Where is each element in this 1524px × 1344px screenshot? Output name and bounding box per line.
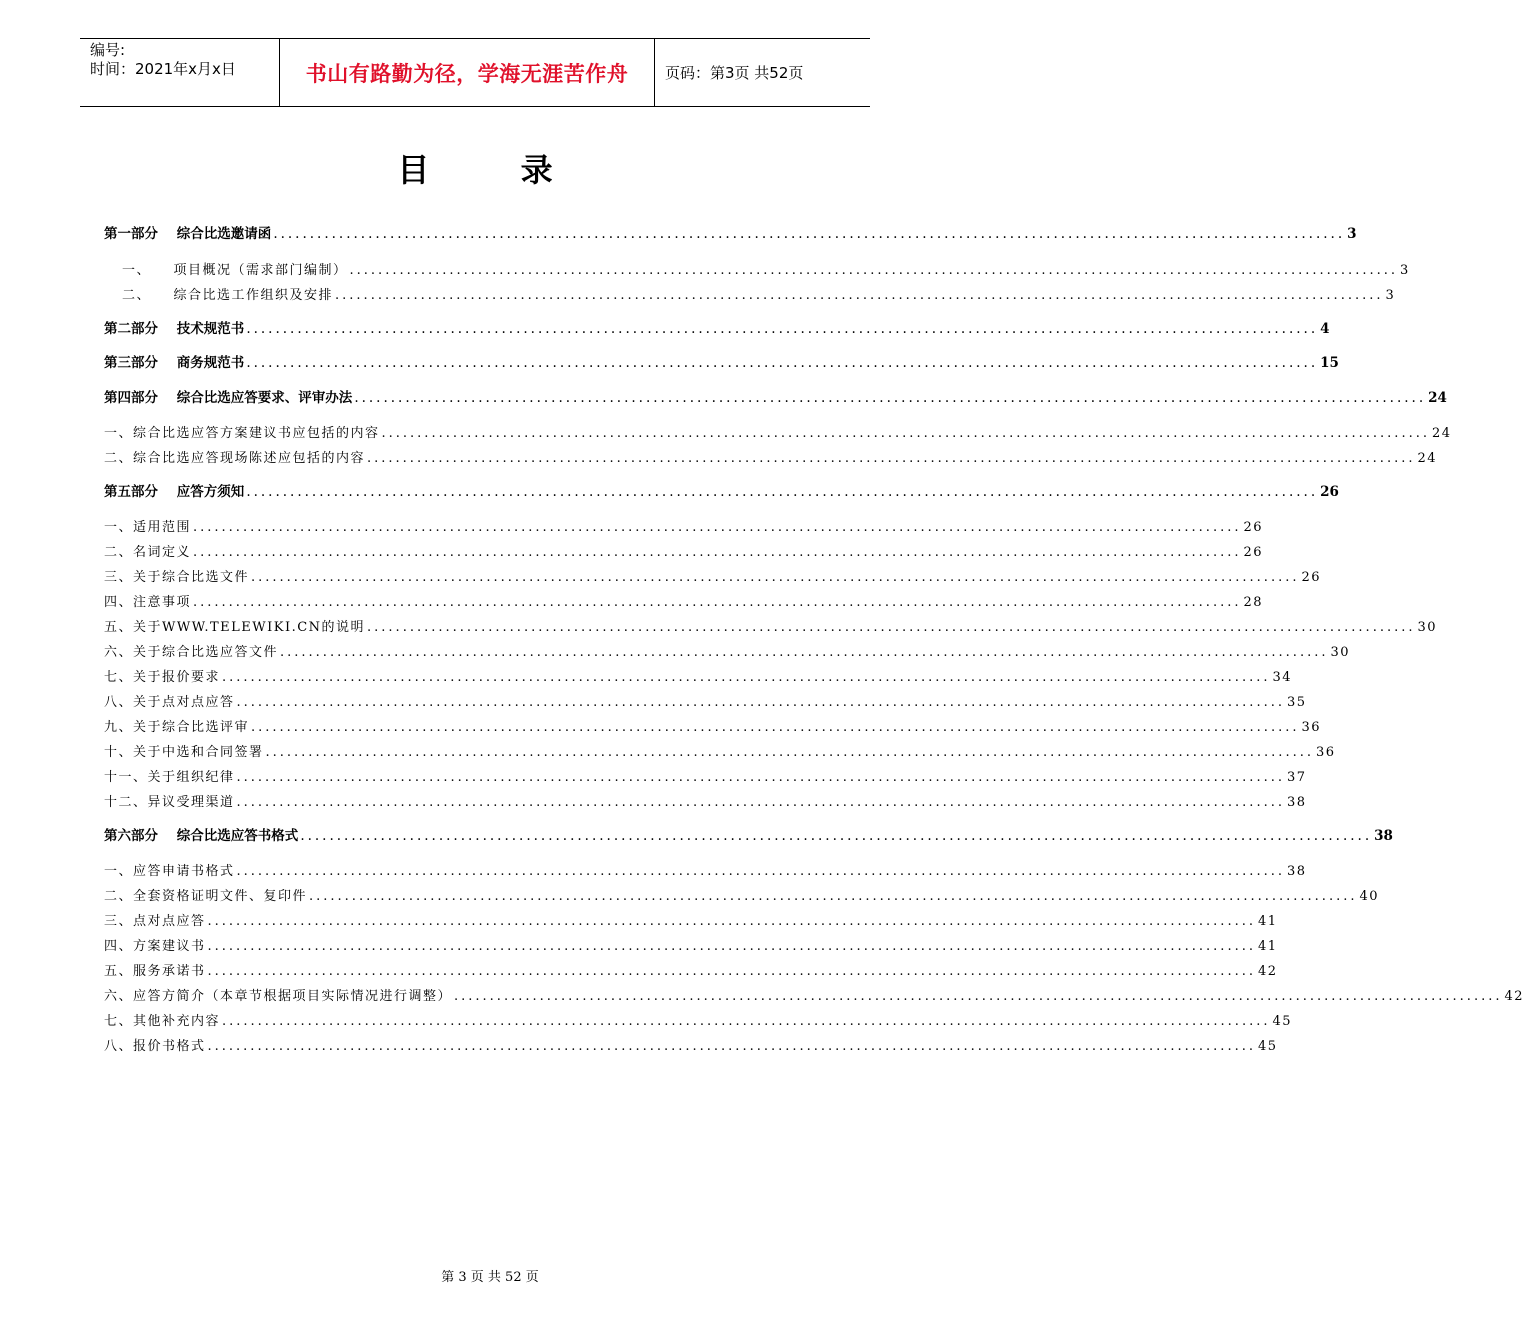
toc-entry[interactable]: 十二、异议受理渠道 ................................................................................................................................................... 38 [104, 795, 1307, 810]
toc-entry[interactable]: 三、点对点应答 ................................................................................................................................................... 41 [104, 914, 1278, 929]
toc-entry[interactable]: 二、全套资格证明文件、复印件 ................................................................................................................................................... 40 [104, 889, 1380, 904]
toc-entry[interactable]: 六、应答方简介（本章节根据项目实际情况进行调整） ................................................................................................................................................... 42 [104, 989, 1524, 1004]
toc-entry[interactable]: 三、关于综合比选文件 ................................................................................................................................................... 26 [104, 570, 1322, 585]
page-title: 目 录 [397, 151, 593, 189]
toc-entry[interactable]: 七、关于报价要求 ................................................................................................................................................... 34 [104, 670, 1293, 685]
header-motto-cell [280, 39, 655, 106]
toc-entry[interactable]: 第五部分 应答方须知 ................................................................................................................................................... 26 [104, 484, 1339, 500]
toc-entry[interactable]: 二、综合比选应答现场陈述应包括的内容 ................................................................................................................................................... 24 [104, 451, 1438, 466]
toc-entry[interactable]: 第三部分 商务规范书 ................................................................................................................................................... 15 [104, 355, 1339, 371]
toc-entry[interactable]: 十、关于中选和合同签署 ................................................................................................................................................... 36 [104, 745, 1336, 760]
toc-entry[interactable]: 四、方案建议书 ................................................................................................................................................... 41 [104, 939, 1278, 954]
toc-entry[interactable]: 五、关于WWW.TELEWIKI.CN的说明 ................................................................................................................................................... 30 [104, 620, 1438, 635]
header-page-cell [655, 39, 870, 106]
toc-entry[interactable]: 一、适用范围 ................................................................................................................................................... 26 [104, 520, 1264, 535]
header-table [80, 38, 870, 107]
toc-entry[interactable]: 六、关于综合比选应答文件 ................................................................................................................................................... 30 [104, 645, 1351, 660]
toc-entry[interactable]: 四、注意事项 ................................................................................................................................................... 28 [104, 595, 1264, 610]
page-info: 页码：第3页 共52页 [665, 64, 804, 82]
toc-entry[interactable]: 二、 综合比选工作组织及安排 ................................................................................................................................................... 3 [122, 288, 1396, 303]
toc-entry[interactable]: 第二部分 技术规范书 ................................................................................................................................................... 4 [104, 321, 1330, 337]
motto-text: 书山有路勤为径，学海无涯苦作舟 [305, 61, 629, 86]
header-left-cell [80, 39, 280, 106]
toc-entry[interactable]: 二、名词定义 ................................................................................................................................................... 26 [104, 545, 1264, 560]
toc-entry[interactable]: 八、报价书格式 ................................................................................................................................................... 45 [104, 1039, 1278, 1054]
toc-entry[interactable]: 九、关于综合比选评审 ................................................................................................................................................... 36 [104, 720, 1322, 735]
page-footer: 第 3 页 共 52 页 [441, 1270, 539, 1285]
toc-entry[interactable]: 七、其他补充内容 ................................................................................................................................................... 45 [104, 1014, 1293, 1029]
time-label: 时间：2021年x月x日 [90, 60, 236, 78]
toc-entry[interactable]: 第一部分 综合比选邀请函 ................................................................................................................................................... 3 [104, 226, 1357, 242]
toc-entry[interactable]: 八、关于点对点应答 ................................................................................................................................................... 35 [104, 695, 1307, 710]
toc-entry[interactable]: 第四部分 综合比选应答要求、评审办法 ................................................................................................................................................... 24 [104, 390, 1447, 406]
toc-entry[interactable]: 一、 项目概况（需求部门编制） ................................................................................................................................................... 3 [122, 263, 1410, 278]
toc-entry[interactable]: 一、综合比选应答方案建议书应包括的内容 ................................................................................................................................................... 24 [104, 426, 1452, 441]
toc-entry[interactable]: 五、服务承诺书 ................................................................................................................................................... 42 [104, 964, 1278, 979]
number-label: 编号: [90, 41, 126, 59]
toc-entry[interactable]: 一、应答申请书格式 ................................................................................................................................................... 38 [104, 864, 1307, 879]
toc-entry[interactable]: 第六部分 综合比选应答书格式 ................................................................................................................................................... 38 [104, 828, 1393, 844]
toc-entry[interactable]: 十一、关于组织纪律 ................................................................................................................................................... 37 [104, 770, 1307, 785]
